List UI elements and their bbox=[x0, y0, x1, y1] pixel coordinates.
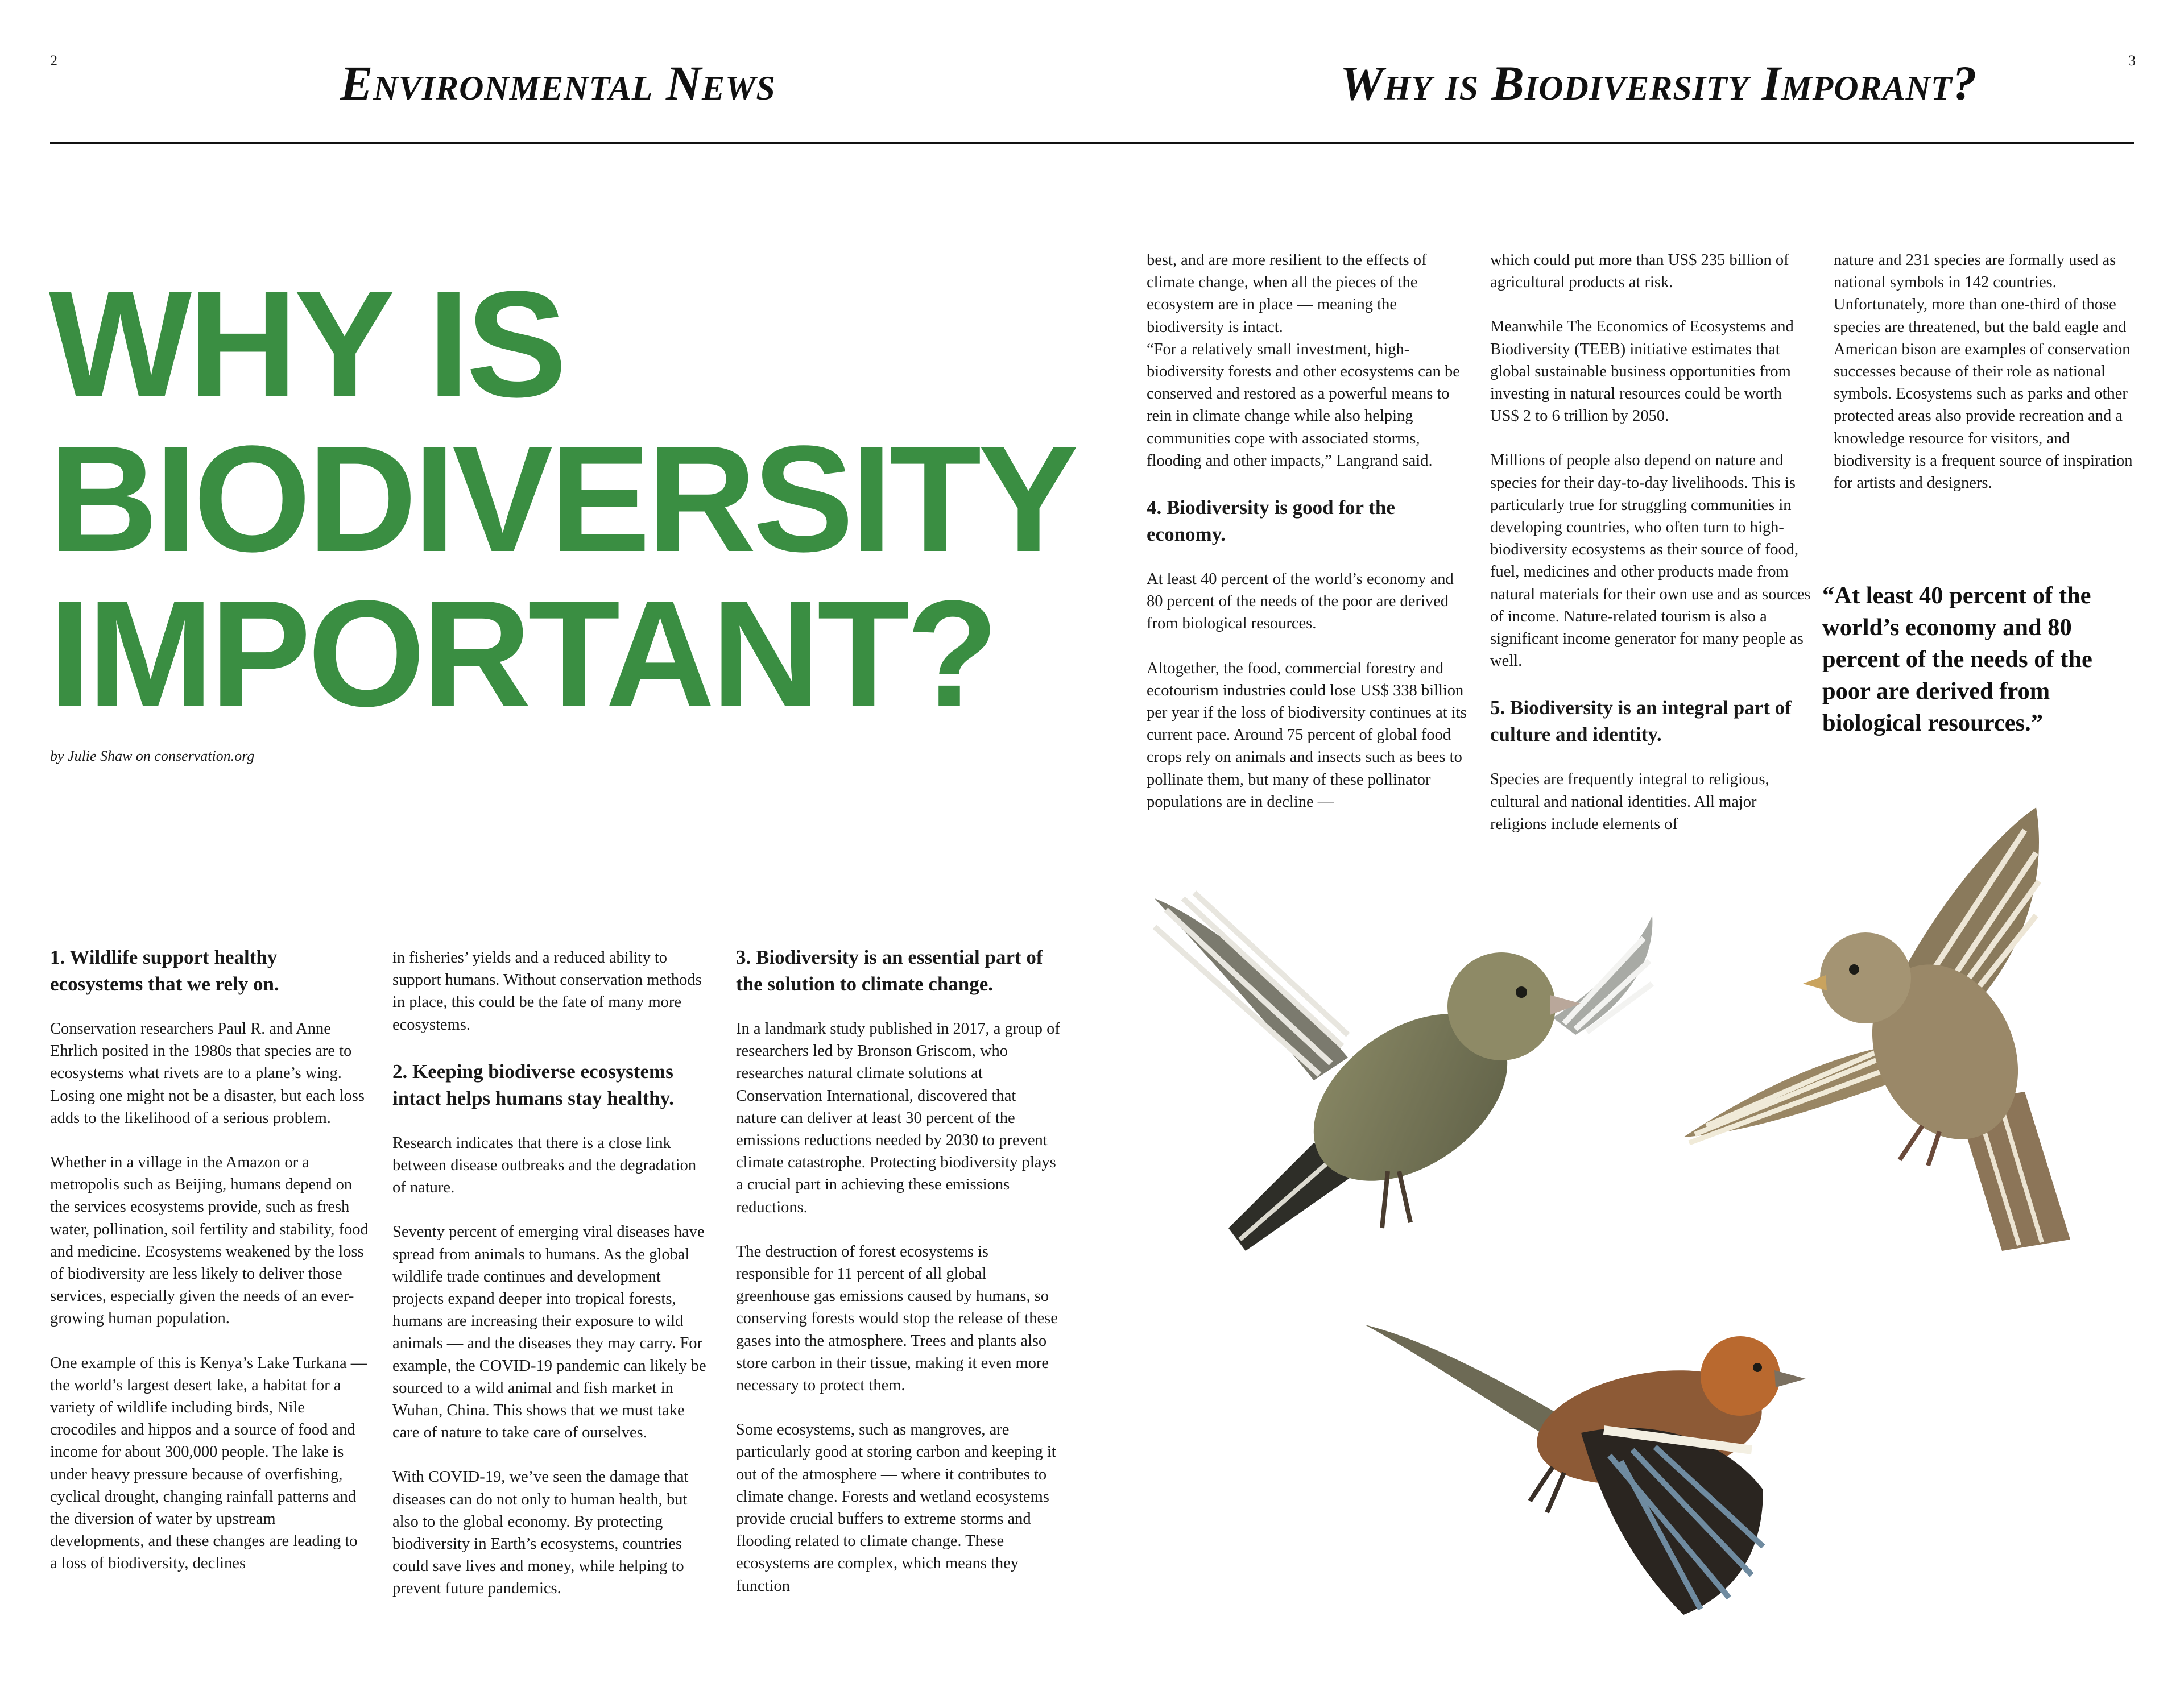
paragraph: The destruction of forest ecosystems is responsible for 11 percent of all global greenhouse gas emissions caused by humans, so conserving forests would stop the release of these gases into the atmosphere. Trees and plants also store carbon in their tissue, making it even more necessary to protect them. bbox=[736, 1242, 1058, 1395]
article-column-1 bbox=[50, 944, 369, 1575]
paragraph: Research indicates that there is a close link between disease outbreaks and the degradation of nature. bbox=[392, 1134, 697, 1197]
chaffinch-bird-illustration bbox=[1365, 1308, 1820, 1626]
article-column-4 bbox=[1147, 249, 1468, 813]
paragraph: At least 40 percent of the world’s economy and 80 percent of the needs of the poor are derived from biological resources. bbox=[1147, 570, 1454, 633]
paragraph: Species are frequently integral to religious, cultural and national identities. All major religions include elements of bbox=[1490, 770, 1769, 833]
header-rule bbox=[50, 142, 2134, 144]
masthead-left: Environmental News bbox=[340, 56, 776, 110]
paragraph: Conservation researchers Paul R. and Anne Ehrlich posited in the 1980s that species are to ecosystems what rivets are to a plane’s wing. Losing one might not be a disaster, but each loss adds to the likelihood of a serious problem. bbox=[50, 1020, 365, 1127]
paragraph: In a landmark study published in 2017, a group of researchers led by Bronson Griscom, who researches natural climate solutions at Conservation International, discovered that nature can deliver at least 30 percent of the emissions reductions needed by 2030 to prevent climate catastrophe. Protecting biodiversity plays a crucial part in achieving these emissions reductions. bbox=[736, 1020, 1060, 1216]
headline-line: BIODIVERSITY bbox=[49, 415, 1076, 583]
sparrow-bird-illustration bbox=[1684, 807, 2138, 1262]
headline-line: WHY IS bbox=[49, 260, 564, 429]
section-heading-4: 4. Biodiversity is good for the economy. bbox=[1147, 496, 1395, 546]
article-column-6 bbox=[1834, 249, 2141, 494]
quote-paragraph: “For a relatively small investment, high-biodiversity forests and other ecosystems can be conserved and restored as a powerful means to rein in climate change while also helping communities cope with associated storms, flooding and other impacts,” Langrand said. bbox=[1147, 340, 1460, 470]
paragraph: Whether in a village in the Amazon or a metropolis such as Beijing, humans depend on the services ecosystems provide, such as fresh water, pollination, soil fertility and stability, food and medicine. Ecosystems weakened by the loss of biodiversity are less likely to deliver those services, especially given the needs of an ever-growing human population. bbox=[50, 1154, 369, 1328]
paragraph: which could put more than US$ 235 billion of agricultural products at risk. bbox=[1490, 251, 1789, 292]
paragraph: With COVID-19, we’ve seen the damage that diseases can do not only to human health, but also to the global economy. By protecting biodiversity in Earth’s ecosystems, countries could save lives and money, while helping to prevent future pandemics. bbox=[392, 1468, 689, 1598]
masthead-right: Why is Biodiversity Imporant? bbox=[1340, 56, 1978, 110]
page-number-right: 3 bbox=[2128, 52, 2136, 69]
section-heading-5: 5. Biodiversity is an integral part of culture and identity. bbox=[1490, 697, 1792, 746]
headline-line: IMPORTANT? bbox=[49, 569, 995, 738]
paragraph: Altogether, the food, commercial forestry and ecotourism industries could lose US$ 338 billion per year if the loss of biodiversity continues at its current pace. Around 75 percent of global food crops rely on animals and insects such as bees to pollinate them, but many of these pollinator populations are in decline — bbox=[1147, 659, 1467, 811]
paragraph: best, and are more resilient to the effects of climate change, when all the pieces of the ecosystem are in place — meaning the biodiversity is intact. bbox=[1147, 251, 1427, 336]
greenfinch-bird-illustration bbox=[1143, 876, 1666, 1262]
byline: by Julie Shaw on conservation.org bbox=[50, 748, 255, 764]
section-heading-1: 1. Wildlife support healthy ecosystems that we rely on. bbox=[50, 946, 279, 995]
section-heading-3: 3. Biodiversity is an essential part of the solution to climate change. bbox=[736, 946, 1043, 995]
paragraph: nature and 231 species are formally used as national symbols in 142 countries. Unfortunately, more than one-third of those species are threatened, but the bald eagle and American bison are examples of conservation successes because of their role as national symbols. Ecosystems such as parks and other protected areas also provide recreation and a knowledge resource for visitors, and biodiversity is a frequent source of inspiration for artists and designers. bbox=[1834, 251, 2133, 492]
article-column-5 bbox=[1490, 249, 1814, 835]
paragraph: in fisheries’ yields and a reduced ability to support humans. Without conservation methods in place, this could be the fate of many more ecosystems. bbox=[392, 949, 702, 1034]
pull-quote: “At least 40 percent of the world’s economy and 80 percent of the needs of the poor are derived from biological resources.” bbox=[1822, 582, 2092, 736]
paragraph: Some ecosystems, such as mangroves, are particularly good at storing carbon and keeping it out of the atmosphere — where it contributes to climate change. Forests and wetland ecosystems provide crucial buffers to extreme storms and flooding related to climate change. These ecosystems are complex, which means they function bbox=[736, 1421, 1056, 1595]
section-heading-2: 2. Keeping biodiverse ecosystems intact helps humans stay healthy. bbox=[392, 1060, 674, 1109]
page-number-left: 2 bbox=[50, 52, 57, 69]
paragraph: Seventy percent of emerging viral diseases have spread from animals to humans. As the global wildlife trade continues and development projects expand deeper into tropical forests, humans are increasing their exposure to wild animals — and the diseases they may carry. For example, the COVID-19 pandemic can likely be sourced to a wild animal and fish market in Wuhan, China. This shows that we must take care of nature to take care of ourselves. bbox=[392, 1223, 706, 1442]
main-headline bbox=[49, 260, 1130, 738]
article-column-3 bbox=[736, 944, 1060, 1597]
paragraph: Meanwhile The Economics of Ecosystems and Biodiversity (TEEB) initiative estimates that global sustainable business opportunities from investing in natural resources could be worth US$ 2 to 6 trillion by 2050. bbox=[1490, 318, 1794, 425]
paragraph: One example of this is Kenya’s Lake Turkana — the world’s largest desert lake, a habitat for a variety of wildlife including birds, Nile crocodiles and hippos and a source of food and income for about 300,000 people. The lake is under heavy pressure because of overfishing, cyclical drought, changing rainfall patterns and the diversion of water by upstream developments, and these changes are leading to a loss of biodiversity, declines bbox=[50, 1354, 367, 1573]
article-column-2 bbox=[392, 947, 711, 1600]
paragraph: Millions of people also depend on nature and species for their day-to-day livelihoods. This is particularly true for struggling communities in developing countries, who often turn to high-biodiversity ecosystems as their source of food, fuel, medicines and other products made from natural materials for their own use and as sources of income. Nature-related tourism is also a significant income generator for many people as well. bbox=[1490, 451, 1811, 670]
